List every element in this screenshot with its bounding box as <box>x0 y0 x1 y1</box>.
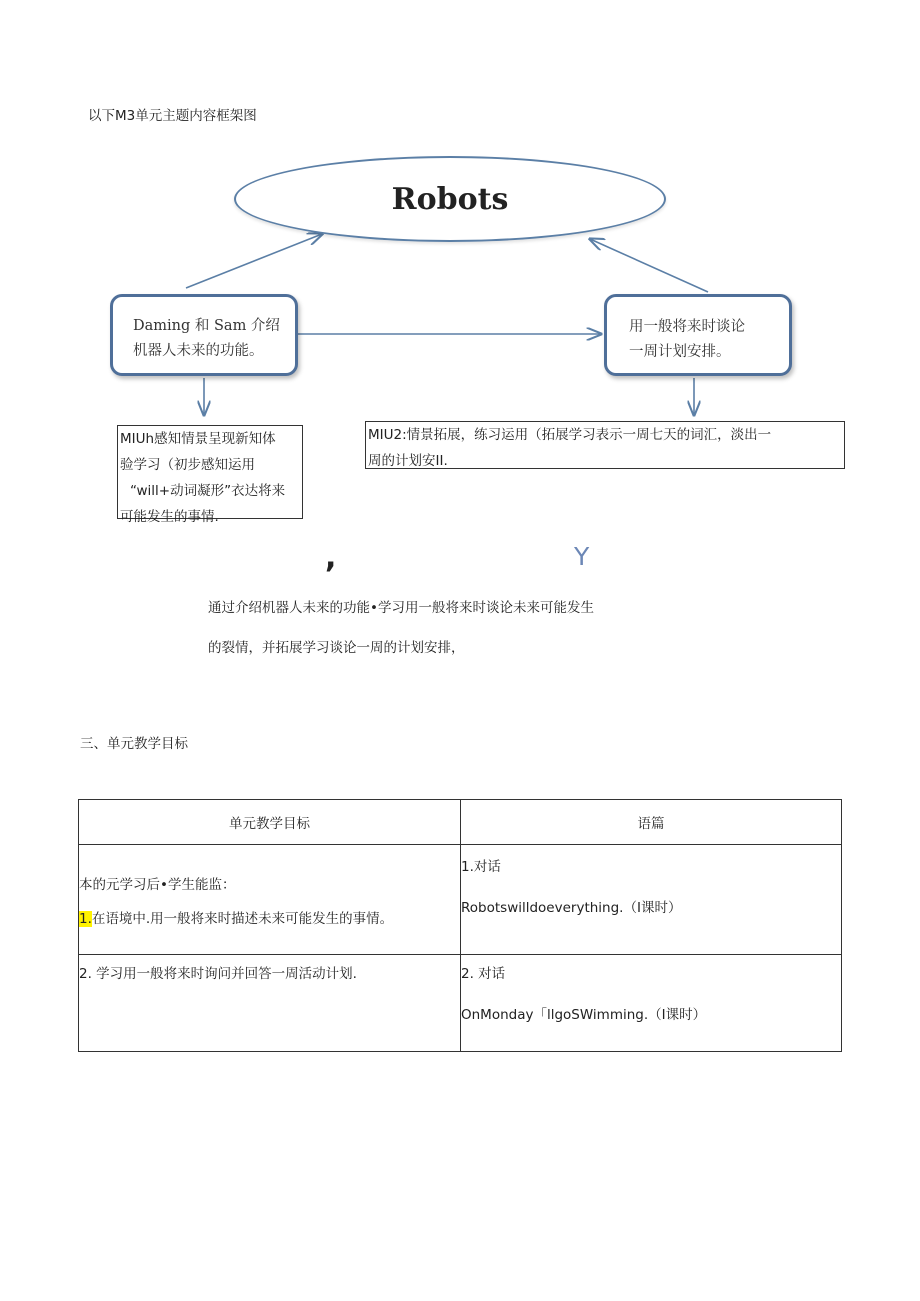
comma-mark: , <box>325 540 337 575</box>
row2-text-detail: OnMonday「llgoSWimming.（I课时） <box>461 1007 707 1023</box>
note-left <box>117 425 303 525</box>
center-ellipse <box>234 156 666 242</box>
row2-text-cell <box>461 955 842 1052</box>
note-right-line-1: MIU2:情景拓展，练习运用（拓展学习表示一周七天的词汇，淡出一 <box>368 427 772 443</box>
note-left-line-1: MIUh感知情景呈现新知体 <box>120 431 276 447</box>
box-right-line-2: 一周计划安排。 <box>629 344 731 361</box>
row1-text-cell <box>461 845 842 955</box>
row1-goal-text: 在语境中.用一般将来时描述未来可能发生的事情。 <box>91 911 394 927</box>
box-left-line-1: Daming 和 Sam 介绍 <box>133 318 280 334</box>
box-left-line-2: 机器人未来的功能。 <box>133 343 264 360</box>
row1-goal-line <box>79 907 393 933</box>
header-texts: 语篇 <box>461 800 842 845</box>
summary-line-1: 通过介绍机器人未来的功能•学习用一般将来时谈论未来可能发生 <box>208 600 594 616</box>
row2-text-title: 2. 对话 <box>461 966 506 982</box>
y-mark: Y <box>574 542 590 571</box>
table-row <box>79 955 842 1052</box>
table-row <box>79 845 842 955</box>
row1-text-detail: Robotswilldoeverything.（I课时） <box>461 900 682 916</box>
box-right <box>604 294 792 376</box>
page-heading: 以下M3单元主题内容框架图 <box>88 108 257 124</box>
note-left-line-3: “will+动词凝形”衣达将来 <box>130 483 286 499</box>
arrow-left-to-center <box>186 234 322 288</box>
box-right-line-1: 用一般将来时谈论 <box>629 319 745 335</box>
row1-goal-cell <box>79 845 461 955</box>
header-goals: 单元教学目标 <box>79 800 461 845</box>
box-left <box>110 294 298 376</box>
row2-goal-cell <box>79 955 461 1052</box>
note-right <box>365 421 845 469</box>
section-title: 三、单元教学目标 <box>80 736 188 752</box>
arrow-right-to-center <box>590 239 708 292</box>
center-title: Robots <box>391 181 509 217</box>
row2-goal-text: 2. 学习用一般将来时询问并回答一周活动计划. <box>79 966 357 982</box>
summary-line-2: 的裂情，并拓展学习谈论一周的计划安排， <box>208 640 465 656</box>
table-header-row <box>79 800 842 845</box>
note-left-line-2: 验学习（初步感知运用 <box>120 457 255 473</box>
row1-text-title: 1.对话 <box>461 859 501 875</box>
row1-goal-num: 1. <box>79 911 92 927</box>
goals-table <box>78 799 842 1052</box>
note-left-line-4: 可能发生的事情. <box>120 509 219 525</box>
note-right-line-2: 周的计划安II. <box>368 453 448 469</box>
row1-goal-intro: 本的元学习后•学生能监： <box>79 877 236 893</box>
